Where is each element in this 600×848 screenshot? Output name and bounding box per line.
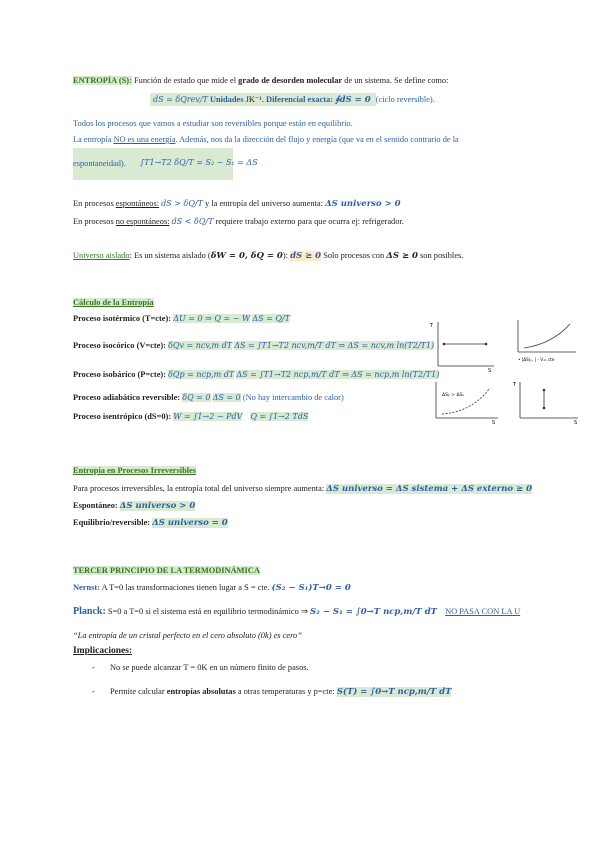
entropy-definition: ENTROPÍA (S): Función de estado que mide el grado de desorden molecular de un sistema. Se define como: [73,76,449,85]
energy-note-end: espontaneidad). [73,159,126,168]
section-heading-tercer-principio: TERCER PRINCIPIO DE LA TERMODINÁMICA [73,566,260,575]
exact-formula: ∮dS = 0 [335,95,371,105]
bullet-marker-1: - [92,663,95,672]
graph-4-y-label: T [513,382,517,388]
spontaneous-line: En procesos espontáneos: dS > δQ/T y la entropía del universo aumenta: ΔS universo > 0 [73,199,401,209]
graph-1-x-label: S [488,368,492,372]
planck-line: Planck: S=0 a T=0 si el sistema está en equilibrio termodinámico ⇒ S₂ − S₁ = ∫0→T ncp,m/T dT NO PASA CON LA U [73,606,521,617]
isolated-universe-term: Universo aislado [73,251,130,260]
bullet-marker-2: - [92,687,95,696]
nernst-line: Nernst: A T=0 las transformaciones tienen lugar a S = cte. (S₂ − S₁)T→0 = 0 [73,583,351,593]
implication-2: Permite calcular entropías absolutas a otras temperaturas y p=cte: S(T) = ∫0→T ncp,m/T dT [110,687,452,697]
third-law-quote: “La entropía de un cristal perfecto en el cero absoluto (0k) es cero” [73,631,302,640]
graph-adiabatic [512,378,582,424]
graph-1-y-label: T [430,323,434,329]
isochoric-row: Proceso isocórico (V=cte): δQv = ncv,m dT ΔS = ∫T1→T2 ncv,m/T dT ⇒ ΔS = ncv,m ln(T2/T1) [73,341,435,350]
graph-isothermal [428,318,498,372]
exact-label: Diferencial exacta: [266,95,334,104]
planck-note: NO PASA CON LA U [445,607,521,616]
irreversible-text: Para procesos irreversibles, la entropía total del universo siempre aumenta: ΔS universo = ΔS sistema + ΔS externo ≥ 0 [73,484,533,494]
spontaneous-condition: Espontáneo: ΔS universo > 0 [73,501,196,511]
energy-note: La entropía NO es una energía. Además, nos da la dirección del flujo y energía (que va en el sentido contrario de la [73,135,459,144]
graph-3-x-label: S [492,420,496,424]
integral-formula: ∫T1→T2 δQ/T = S₂ − S₁ = ΔS [140,158,258,167]
definition-formula-box: dS = δQrev/T Unidades JK⁻¹. Diferencial exacta: ∮dS = 0 [150,93,376,106]
graph-3-label: ΔSₚ > ΔSᵥ [442,393,465,398]
isentropic-row: Proceso isentrópico (dS=0): W = ∫1→2 − PdV Q = ∫1→2 TdS [73,412,309,421]
adiabatic-row: Proceso adiabático reversible: δQ = 0 ΔS = 0 (No hay intercambio de calor) [73,393,344,402]
definition-formula: dS = δQrev/T [153,95,208,104]
graph-isobaric [428,378,504,424]
section-heading-calculo: Cálculo de la Entropía [73,298,154,307]
implication-1: No se puede alcanzar T = 0K en un número finito de pasos. [110,663,309,672]
graph-2-caption: • |ΔS|ₓ, | - V= cte [518,357,555,362]
section-heading-irreversibles: Entropía en Procesos Irreversibles [73,466,197,475]
reversible-note: Todos los procesos que vamos a estudiar son reversibles porque están en equilibrio. [73,119,353,128]
section-heading-entropia: ENTROPÍA (S): [73,76,132,85]
definition-formula-row: dS = δQrev/T Unidades JK⁻¹. Diferencial exacta: ∮dS = 0 (ciclo reversible). [150,94,435,105]
units-label: Unidades [209,95,244,104]
equilibrium-condition: Equilibrio/reversible: ΔS universo = 0 [73,518,228,528]
isolated-universe-line: Universo aislado: Es un sistema aislado (δW = 0, δQ = 0): dS ≥ 0 Solo procesos con ΔS ≥ 0 son posibles. [73,251,464,261]
isothermal-row: Proceso isotérmico (T=cte): ΔU = 0 ⇒ Q = − W ΔS = Q/T [73,314,290,323]
nonspontaneous-line: En procesos no espontáneos: dS < δQ/T requiere trabajo externo para que ocurra ej: refrigerador. [73,217,404,226]
graph-isochoric [512,318,580,364]
graph-4-x-label: S [574,420,578,424]
isobaric-row: Proceso isobárico (P=cte): δQp = ncp,m dT ΔS = ∫T1→T2 ncp,m/T dT ⇒ ΔS = ncp,m ln(T2/T1) [73,370,440,379]
implications-heading: Implicaciones: [73,646,133,656]
